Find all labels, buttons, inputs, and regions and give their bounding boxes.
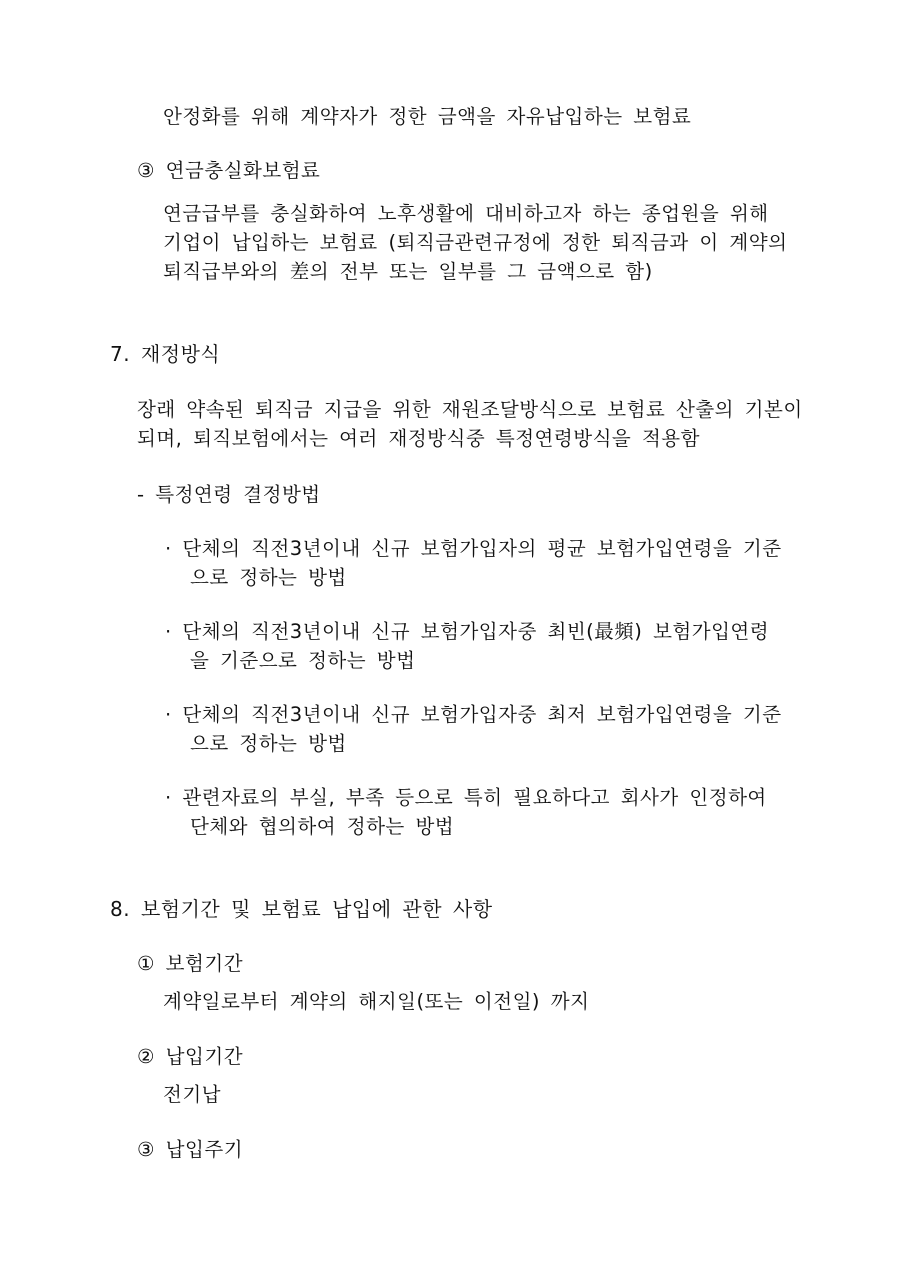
section8-item-title: ① 보험기간: [137, 952, 244, 975]
bullet-line: 을 기준으로 정하는 방법: [190, 649, 416, 672]
bullet-line: · 관련자료의 부실, 부족 등으로 특히 필요하다고 회사가 인정하여: [165, 786, 767, 809]
section7-para-line: 장래 약속된 퇴직금 지급을 위한 재원조달방식으로 보험료 산출의 기본이: [137, 398, 803, 421]
bullet-line: · 단체의 직전3년이내 신규 보험가입자의 평균 보험가입연령을 기준: [165, 537, 782, 560]
item3-desc-line: 연금급부를 충실화하여 노후생활에 대비하고자 하는 종업원을 위해: [163, 202, 769, 225]
section7-para-line: 되며, 퇴직보험에서는 여러 재정방식중 특정연령방식을 적용함: [137, 427, 700, 450]
bullet-line: 으로 정하는 방법: [190, 732, 347, 755]
section8-item-desc: 전기납: [163, 1083, 222, 1106]
section7-sub-heading: - 특정연령 결정방법: [137, 483, 321, 506]
bullet-line: · 단체의 직전3년이내 신규 보험가입자중 최빈(最頻) 보험가입연령: [165, 620, 770, 643]
bullet-line: 으로 정하는 방법: [190, 566, 347, 589]
section7-heading: 7. 재정방식: [110, 342, 221, 366]
section8-heading: 8. 보험기간 및 보험료 납입에 관한 사항: [110, 897, 493, 921]
item3-desc-line: 퇴직급부와의 差의 전부 또는 일부를 그 금액으로 함): [163, 260, 653, 283]
intro-line: 안정화를 위해 계약자가 정한 금액을 자유납입하는 보험료: [163, 105, 692, 128]
item3-desc-line: 기업이 납입하는 보험료 (퇴직금관련규정에 정한 퇴직금과 이 계약의: [163, 231, 788, 254]
section8-item-title: ③ 납입주기: [137, 1138, 244, 1161]
section8-item-title: ② 납입기간: [137, 1045, 244, 1068]
bullet-line: · 단체의 직전3년이내 신규 보험가입자중 최저 보험가입연령을 기준: [165, 703, 782, 726]
item3-title: ③ 연금충실화보험료: [137, 159, 321, 182]
bullet-line: 단체와 협의하여 정하는 방법: [190, 815, 455, 838]
section8-item-desc: 계약일로부터 계약의 해지일(또는 이전일) 까지: [163, 990, 590, 1013]
